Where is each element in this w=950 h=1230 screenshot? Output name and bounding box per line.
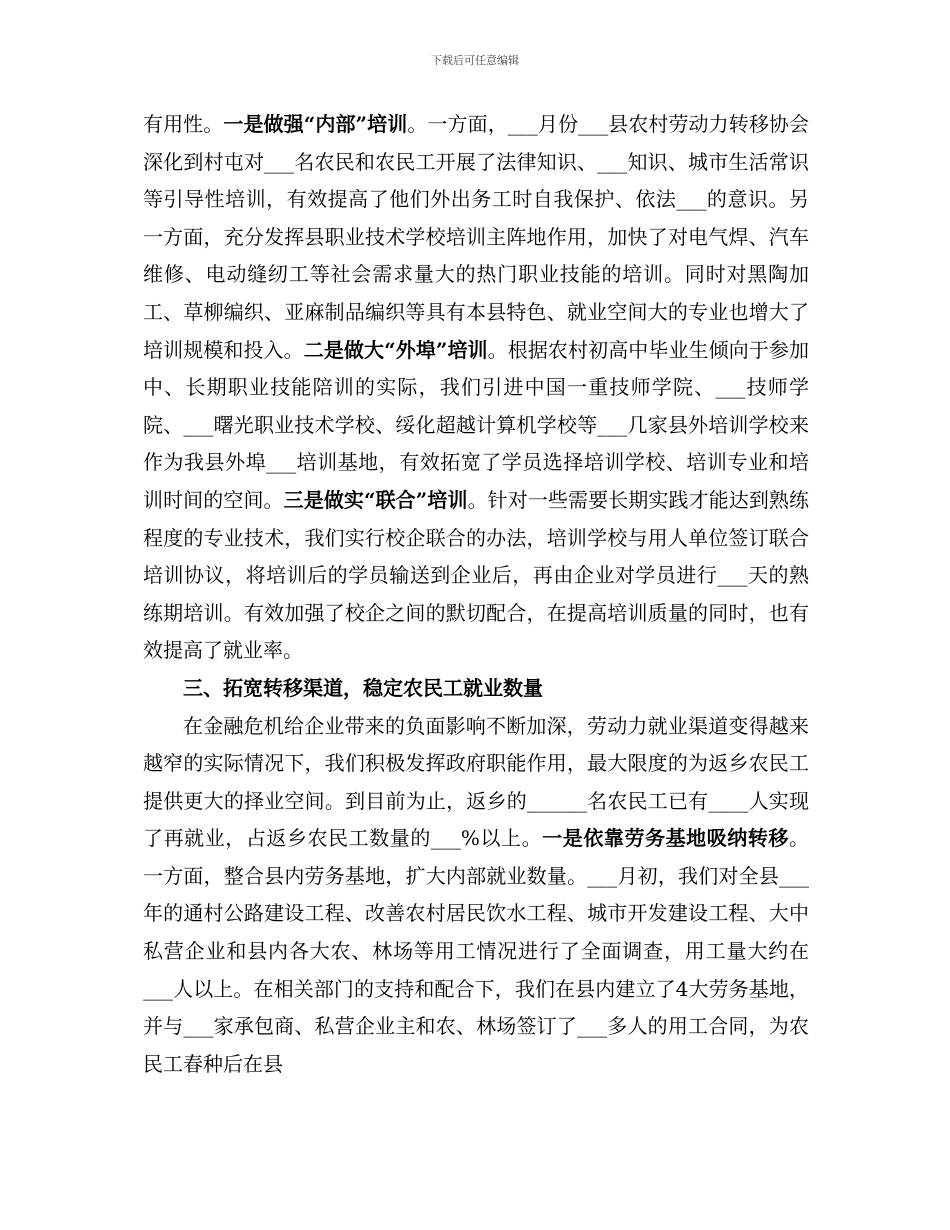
text-run: 在金融危机给企业带来的负面影响不断加深，劳动力就业渠道变得越来越窄的实际情况下，我们积极发挥政府职能作用，最大限度的为返乡农民工提供更大的择业空间。到目前为止，返乡的______名农民工已有____人实现了再就业，占返乡农民工数量的___%以上。: [143, 713, 809, 851]
text-run: 。根据农村初高中毕业生倾向于参加中、长期职业技能陪训的实际，我们引进中国一重技师学院、___技师学院、___曙光职业技术学校、绥化超越计算机学校等___几家县外培训学校来作为我县外埠___培训基地，有效拓宽了学员选择培训学校、培训专业和培训时间的空间。: [143, 337, 810, 512]
text-run: 。一方面，___月份___县农村劳动力转移协会深化到村屯对___名农民和农民工开展了法律知识、___知识、城市生活常识等引导性培训，有效提高了他们外出务工时自我保护、依法___的意识。另一方面，充分发挥县职业技术学校培训主阵地作用，加快了对电气焊、汽车维修、电动缝纫工等社会需求量大的热门职业技能的培训。同时对黑陶加工、草柳编织、亚麻制品编织等具有本县特色、就业空间大的专业也增大了培训规模和投入。: [143, 112, 810, 362]
document-body: [143, 106, 809, 1083]
bold-phrase: 一是依靠劳务基地吸纳转移: [542, 826, 789, 851]
text-run: 有用性。: [143, 112, 224, 136]
page-header: 下载后可任意编辑: [431, 54, 519, 67]
section-heading: 三、拓宽转移渠道，稳定农民工就业数量: [183, 675, 543, 700]
text-run: 。针对一些需要长期实践才能达到熟练程度的专业技术，我们实行校企联合的办法，培训学校与用人单位签订联合培训协议，将培训后的学员输送到企业后，再由企业对学员进行___天的熟练期培训。有效加强了校企之间的默切配合，在提高培训质量的同时，也有效提高了就业率。: [143, 487, 810, 663]
text-run: 。一方面，整合县内劳务基地，扩大内部就业数量。___月初，我们对全县___年的通村公路建设工程、改善农村居民饮水工程、城市开发建设工程、大中私营企业和县内各大农、林场等用工情况进行了全面调查，用工量大约在___人以上。在相关部门的支持和配合下，我们在县内建立了4大劳务基地，并与___家承包商、私营企业主和农、林场签订了___多人的用工合同，为农民工春种后在县: [143, 826, 809, 1076]
paragraph-transfer: [143, 708, 809, 1084]
bold-phrase: 一是做强“内部”培训: [223, 112, 408, 136]
bold-phrase: 二是做大“外埠”培训: [303, 337, 488, 362]
bold-phrase: 三是做实“联合”培训: [283, 487, 468, 512]
paragraph-training: [143, 106, 809, 670]
